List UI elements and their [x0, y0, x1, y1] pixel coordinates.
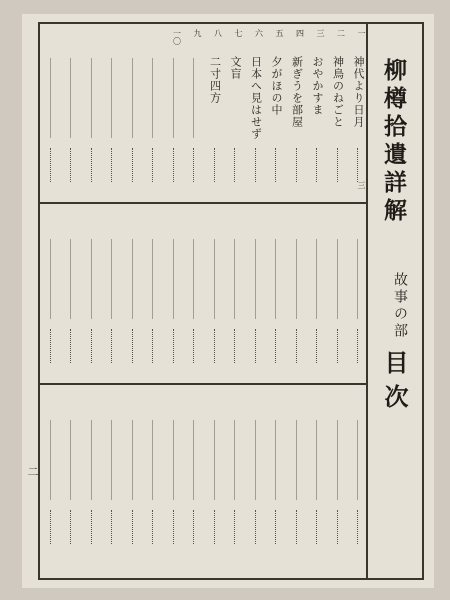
dot-leader	[255, 148, 256, 182]
entry-placeholder-rule	[193, 420, 194, 500]
book-page	[22, 14, 434, 588]
entry-page-number	[246, 362, 265, 378]
entry-number	[328, 391, 347, 417]
entry-number: 二	[336, 29, 346, 37]
dot-leader	[132, 510, 133, 544]
entry-page-number	[61, 362, 80, 378]
entry-number: 六	[254, 29, 264, 37]
toc-entry	[348, 24, 367, 202]
dot-leader	[357, 329, 358, 363]
dot-leader	[255, 510, 256, 544]
entry-placeholder-rule	[50, 420, 51, 500]
dot-leader	[255, 329, 256, 363]
toc-entry	[287, 24, 306, 202]
entry-page-number	[328, 181, 347, 197]
dot-leader	[173, 510, 174, 544]
dot-leader	[316, 148, 317, 182]
dot-leader	[111, 329, 112, 363]
entry-title: 新ぎうを部屋	[290, 56, 304, 128]
toc-entry	[246, 205, 265, 383]
entry-page-number	[348, 362, 367, 378]
entry-placeholder-rule	[234, 420, 235, 500]
dot-leader	[50, 510, 51, 544]
entry-number	[61, 391, 80, 417]
entry-number: 五	[275, 29, 284, 37]
entry-number	[164, 210, 183, 236]
toc-entry	[307, 386, 326, 566]
entry-placeholder-rule	[111, 58, 112, 138]
dot-leader	[337, 329, 338, 363]
entry-number	[123, 29, 142, 55]
dot-leader	[70, 329, 71, 363]
entry-number	[102, 29, 121, 55]
dot-leader	[357, 148, 358, 182]
entry-page-number	[184, 362, 203, 378]
toc-entry	[82, 24, 101, 202]
dot-leader	[132, 148, 133, 182]
dot-leader	[91, 329, 92, 363]
entry-number: 一	[357, 29, 366, 37]
dot-leader	[357, 510, 358, 544]
entry-placeholder-rule	[275, 239, 276, 319]
toc-tier	[40, 386, 368, 566]
entry-placeholder-rule	[316, 239, 317, 319]
entry-page-number	[41, 545, 60, 561]
toc-entry	[41, 205, 60, 383]
title-band	[366, 24, 422, 578]
dot-leader	[337, 510, 338, 544]
entry-placeholder-rule	[152, 420, 153, 500]
toc-heading: 目次	[380, 350, 409, 418]
dot-leader	[111, 148, 112, 182]
entry-page-number	[266, 362, 285, 378]
toc-entry	[328, 205, 347, 383]
toc-entry	[82, 205, 101, 383]
entry-page-number	[102, 545, 121, 561]
entry-number	[205, 210, 224, 236]
entry-number: 三	[316, 29, 325, 37]
entry-page-number	[266, 545, 285, 561]
entry-placeholder-rule	[132, 420, 133, 500]
entry-placeholder-rule	[173, 420, 174, 500]
entry-placeholder-rule	[255, 420, 256, 500]
entry-placeholder-rule	[111, 239, 112, 319]
entry-placeholder-rule	[70, 58, 71, 138]
dot-leader	[275, 329, 276, 363]
toc-entry	[184, 205, 203, 383]
dot-leader	[152, 148, 153, 182]
entry-number	[41, 391, 60, 417]
entry-number: 七	[234, 29, 243, 37]
toc-entry	[307, 24, 326, 202]
toc-entry	[205, 205, 224, 383]
toc-tier	[40, 24, 368, 204]
entry-page-number	[41, 181, 60, 197]
entry-placeholder-rule	[173, 58, 174, 138]
entry-title: 二寸四方	[208, 56, 222, 104]
entry-placeholder-rule	[91, 239, 92, 319]
toc-entry	[225, 205, 244, 383]
entry-number	[225, 210, 244, 236]
entry-title: 文盲	[229, 56, 242, 80]
toc-entry	[184, 24, 203, 202]
toc-entry	[123, 205, 142, 383]
entry-page-number	[123, 545, 142, 561]
entry-number	[287, 391, 306, 417]
dot-leader	[214, 148, 215, 182]
entry-number	[246, 391, 265, 417]
dot-leader	[193, 329, 194, 363]
toc-entry	[102, 205, 121, 383]
entry-number	[41, 210, 60, 236]
entry-page-number	[205, 181, 224, 197]
entry-page-number	[82, 181, 101, 197]
toc-entry	[246, 24, 265, 202]
toc-entry	[102, 24, 121, 202]
toc-frame	[38, 22, 424, 580]
toc-entry	[102, 386, 121, 566]
entry-title: 日本へ見はせず	[249, 56, 263, 140]
entry-page-number	[266, 181, 285, 197]
entry-number: 四	[295, 29, 305, 37]
entry-page-number	[205, 362, 224, 378]
entry-page-number	[307, 545, 326, 561]
entry-placeholder-rule	[50, 58, 51, 138]
toc-entry	[164, 386, 183, 566]
entry-placeholder-rule	[70, 239, 71, 319]
entry-page-number	[225, 181, 244, 197]
dot-leader	[296, 329, 297, 363]
dot-leader	[152, 329, 153, 363]
dot-leader	[316, 329, 317, 363]
toc-entry	[184, 386, 203, 566]
entry-page-number	[205, 545, 224, 561]
toc-entry	[287, 386, 306, 566]
dot-leader	[337, 148, 338, 182]
entry-number	[266, 210, 285, 236]
dot-leader	[234, 510, 235, 544]
dot-leader	[193, 148, 194, 182]
entry-placeholder-rule	[234, 239, 235, 319]
toc-entry	[266, 386, 285, 566]
dot-leader	[91, 510, 92, 544]
toc-entry	[123, 386, 142, 566]
entry-title: 夕がほの中	[270, 56, 283, 116]
entry-page-number	[287, 181, 306, 197]
dot-leader	[152, 510, 153, 544]
entry-number	[287, 210, 306, 236]
entry-placeholder-rule	[173, 239, 174, 319]
entry-placeholder-rule	[337, 239, 338, 319]
entry-page-number	[61, 545, 80, 561]
entry-number	[82, 391, 101, 417]
dot-leader	[50, 329, 51, 363]
entry-number	[143, 391, 162, 417]
entry-page-number	[102, 362, 121, 378]
entry-number	[41, 29, 60, 55]
toc-entry	[61, 386, 80, 566]
entry-number	[143, 29, 162, 55]
entry-page-number	[164, 181, 183, 197]
entry-placeholder-rule	[357, 420, 358, 500]
dot-leader	[275, 148, 276, 182]
entry-number	[184, 391, 203, 417]
dot-leader	[173, 329, 174, 363]
dot-leader	[70, 148, 71, 182]
entry-number	[348, 210, 367, 236]
dot-leader	[234, 329, 235, 363]
toc-entry	[123, 24, 142, 202]
toc-entry	[307, 205, 326, 383]
entry-number	[307, 391, 326, 417]
entry-number	[102, 210, 121, 236]
entry-number	[348, 391, 367, 417]
entry-page-number	[246, 545, 265, 561]
entry-placeholder-rule	[193, 239, 194, 319]
entry-placeholder-rule	[91, 58, 92, 138]
entry-placeholder-rule	[193, 58, 194, 138]
entry-number	[328, 210, 347, 236]
entry-page-number	[348, 545, 367, 561]
entry-number	[164, 391, 183, 417]
toc-entry	[82, 386, 101, 566]
toc-entry	[205, 24, 224, 202]
entry-placeholder-rule	[50, 239, 51, 319]
entry-placeholder-rule	[152, 58, 153, 138]
toc-entry	[246, 386, 265, 566]
dot-leader	[173, 148, 174, 182]
toc-entry	[328, 24, 347, 202]
entry-page-number	[143, 362, 162, 378]
entry-number	[205, 391, 224, 417]
entry-number	[184, 210, 203, 236]
entry-page-number	[225, 362, 244, 378]
dot-leader	[296, 510, 297, 544]
dot-leader	[316, 510, 317, 544]
toc-entry	[143, 24, 162, 202]
entry-page-number	[225, 545, 244, 561]
dot-leader	[234, 148, 235, 182]
entry-page-number	[123, 181, 142, 197]
entry-placeholder-rule	[132, 239, 133, 319]
toc-tier	[40, 205, 368, 385]
book-title: 柳樽拾遺詳解	[380, 58, 407, 226]
entry-page-number	[102, 181, 121, 197]
dot-leader	[296, 148, 297, 182]
entry-number	[225, 391, 244, 417]
dot-leader	[214, 510, 215, 544]
toc-entry	[61, 24, 80, 202]
entry-title: 神鳥のねごと	[331, 56, 345, 128]
entry-placeholder-rule	[214, 239, 215, 319]
entry-page-number	[82, 362, 101, 378]
toc-entry	[348, 386, 367, 566]
entry-page-number	[61, 181, 80, 197]
entry-placeholder-rule	[275, 420, 276, 500]
entry-page-number	[287, 545, 306, 561]
entry-placeholder-rule	[296, 420, 297, 500]
page-folio: 二	[26, 466, 39, 477]
entry-placeholder-rule	[337, 420, 338, 500]
dot-leader	[132, 329, 133, 363]
entry-number	[266, 391, 285, 417]
toc-entry	[164, 24, 183, 202]
entry-page-number	[164, 362, 183, 378]
toc-entry	[143, 386, 162, 566]
dot-leader	[193, 510, 194, 544]
toc-entry	[348, 205, 367, 383]
toc-entry	[225, 24, 244, 202]
entry-number	[82, 29, 101, 55]
entry-page-number	[143, 545, 162, 561]
entry-placeholder-rule	[255, 239, 256, 319]
toc-entry	[266, 205, 285, 383]
dot-leader	[70, 510, 71, 544]
entry-title: 神代より日月	[352, 56, 365, 128]
toc-entry	[328, 386, 347, 566]
entry-page-number	[123, 362, 142, 378]
entry-number	[123, 210, 142, 236]
entry-number	[61, 29, 80, 55]
entry-page-number	[164, 545, 183, 561]
toc-entry	[205, 386, 224, 566]
entry-number: 八	[213, 29, 223, 37]
dot-leader	[275, 510, 276, 544]
entry-page-number	[143, 181, 162, 197]
entry-page-number	[307, 362, 326, 378]
section-label: 故事の部	[392, 272, 408, 340]
entry-page-number	[184, 545, 203, 561]
entry-page-number	[328, 362, 347, 378]
entry-placeholder-rule	[357, 239, 358, 319]
entry-placeholder-rule	[91, 420, 92, 500]
dot-leader	[91, 148, 92, 182]
toc-entry	[41, 24, 60, 202]
entry-number: 九	[193, 29, 202, 37]
entry-placeholder-rule	[152, 239, 153, 319]
entry-title: おやかすま	[311, 56, 324, 116]
toc-tiers	[40, 24, 368, 578]
entry-placeholder-rule	[296, 239, 297, 319]
entry-page-number: 三	[357, 181, 366, 189]
entry-placeholder-rule	[70, 420, 71, 500]
toc-entry	[41, 386, 60, 566]
entry-placeholder-rule	[132, 58, 133, 138]
toc-entry	[287, 205, 306, 383]
toc-entry	[61, 205, 80, 383]
toc-entry	[164, 205, 183, 383]
entry-number	[246, 210, 265, 236]
entry-page-number	[41, 362, 60, 378]
entry-number	[143, 210, 162, 236]
entry-page-number	[246, 181, 265, 197]
entry-page-number	[307, 181, 326, 197]
entry-placeholder-rule	[111, 420, 112, 500]
entry-number	[123, 391, 142, 417]
entry-number: 一〇	[172, 29, 182, 45]
entry-number	[61, 210, 80, 236]
entry-placeholder-rule	[214, 420, 215, 500]
toc-entry	[143, 205, 162, 383]
toc-entry	[266, 24, 285, 202]
entry-placeholder-rule	[316, 420, 317, 500]
dot-leader	[50, 148, 51, 182]
entry-page-number	[82, 545, 101, 561]
entry-number	[307, 210, 326, 236]
entry-page-number	[184, 181, 203, 197]
dot-leader	[111, 510, 112, 544]
entry-number	[102, 391, 121, 417]
dot-leader	[214, 329, 215, 363]
entry-page-number	[328, 545, 347, 561]
entry-number	[82, 210, 101, 236]
toc-entry	[225, 386, 244, 566]
entry-page-number	[287, 362, 306, 378]
